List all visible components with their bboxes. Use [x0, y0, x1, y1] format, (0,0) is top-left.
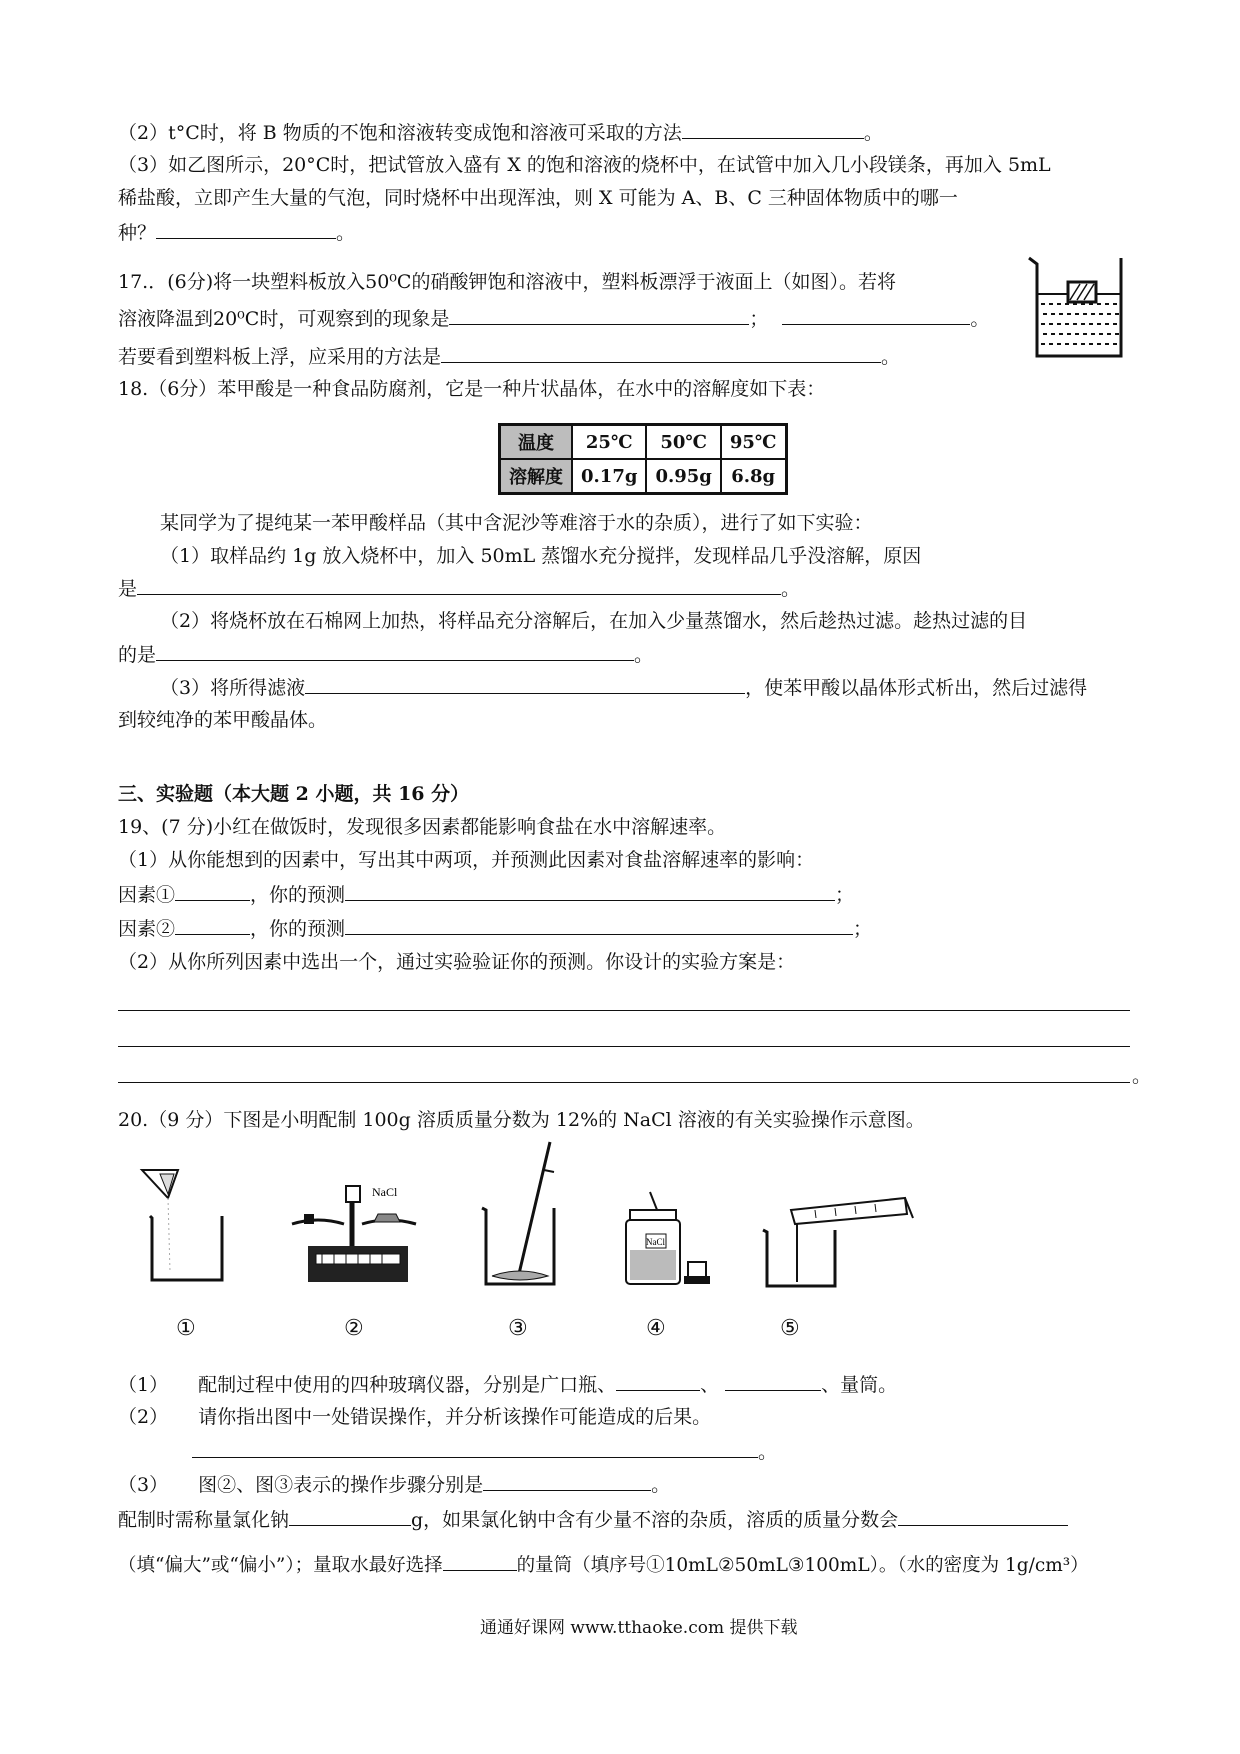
- q18-line1: 18.（6分）苯甲酸是一种食品防腐剂，它是一种片状晶体，在水中的溶解度如下表：: [118, 378, 826, 400]
- q18-part2: （2）将烧杯放在石棉网上加热，将样品充分溶解后，在加入少量蒸馏水，然后趁热过滤。趁热过滤的目: [160, 610, 1028, 632]
- q18-part2-line2: 的是 。: [118, 640, 653, 669]
- q16-part2-line: （2）t°C时，将 B 物质的不饱和溶液转变成饱和溶液可采取的方法 。: [118, 118, 883, 147]
- q20-part3: （3） 图②、图③表示的操作步骤分别是 。: [118, 1470, 670, 1499]
- figure-label-3: ③: [508, 1316, 528, 1341]
- q18-intro: 某同学为了提纯某一苯甲酸样品（其中含泥沙等难溶于水的杂质），进行了如下实验：: [160, 512, 873, 534]
- answer-blank[interactable]: [192, 1437, 758, 1458]
- q18-part1: （1）取样品约 1g 放入烧杯中，加入 50mL 蒸馏水充分搅拌，发现样品几乎没溶解，原因: [160, 545, 922, 567]
- answer-line[interactable]: [118, 1046, 1130, 1047]
- q16-part3-line3: 种？ 。: [118, 218, 355, 247]
- table-row: [500, 459, 787, 494]
- q20-part4: 配制时需称量氯化钠 g，如果氯化钠中含有少量不溶的杂质，溶质的质量分数会: [118, 1505, 1068, 1534]
- q17-line1: 17.．(6分)将一块塑料板放入50⁰C的硝酸钾饱和溶液中，塑料板漂浮于液面上（如图）。若将: [118, 271, 896, 293]
- q20-part2: （2） 请你指出图中一处错误操作，并分析该操作可能造成的后果。: [118, 1406, 712, 1428]
- q20-part1: （1） 配制过程中使用的四种玻璃仪器，分别是广口瓶、 、 、量筒。: [118, 1370, 897, 1399]
- answer-blank[interactable]: [483, 1470, 651, 1491]
- nacl-jar-label: NaCl: [646, 1237, 665, 1247]
- answer-blank[interactable]: [682, 118, 864, 139]
- table-cell: 0.17g: [572, 459, 646, 494]
- answer-blank[interactable]: [616, 1370, 700, 1391]
- answer-blank[interactable]: [289, 1505, 411, 1526]
- answer-blank[interactable]: [725, 1370, 821, 1391]
- figure-label-4: ④: [646, 1316, 666, 1341]
- beaker-pouring-salt-icon: [138, 1168, 238, 1288]
- q18-part3-line2: 到较纯净的苯甲酸晶体。: [118, 709, 328, 731]
- figure-label-1: ①: [176, 1316, 196, 1341]
- answer-blank[interactable]: [137, 574, 781, 595]
- q17-line2: 溶液降温到20⁰C时，可观察到的现象是 ； 。: [118, 304, 989, 333]
- q19-line1: 19、(7 分)小红在做饭时，发现很多因素都能影响食盐在水中溶解速率。: [118, 816, 727, 838]
- answer-blank[interactable]: [156, 640, 634, 661]
- answer-blank[interactable]: [156, 218, 336, 239]
- beaker-stirring-icon: [472, 1140, 572, 1290]
- q19-factor1: 因素① ，你的预测 ；: [118, 880, 854, 909]
- table-cell: 50℃: [646, 425, 720, 460]
- table-cell: 温度: [500, 425, 573, 460]
- reagent-jar-icon: [620, 1188, 710, 1288]
- beaker-floating-board-figure: [1025, 252, 1130, 364]
- q19-part2: （2）从你所列因素中选出一个，通过实验验证你的预测。你设计的实验方案是：: [118, 951, 796, 973]
- q19-factor2: 因素② ，你的预测 ；: [118, 914, 872, 943]
- q20-part2-answer: 。: [192, 1437, 777, 1466]
- q16-part3-line2: 稀盐酸，立即产生大量的气泡，同时烧杯中出现浑浊，则 X 可能为 A、B、C 三种固体物质中的哪一: [118, 187, 958, 209]
- section-heading: 三、实验题（本大题 2 小题，共 16 分）: [118, 783, 470, 805]
- period: 。: [1132, 1065, 1152, 1087]
- q17-line3: 若要看到塑料板上浮，应采用的方法是 。: [118, 342, 900, 371]
- table-cell: 溶解度: [500, 459, 573, 494]
- page-footer: 通通好课网 www.tthaoke.com 提供下载: [480, 1618, 798, 1638]
- answer-blank[interactable]: [305, 673, 745, 694]
- answer-blank[interactable]: [345, 880, 835, 901]
- answer-blank[interactable]: [175, 880, 250, 901]
- answer-blank[interactable]: [441, 342, 881, 363]
- cylinder-pouring-icon: [755, 1190, 915, 1290]
- nacl-label: NaCl: [372, 1185, 398, 1199]
- table-cell: 0.95g: [646, 459, 720, 494]
- figure-label-5: ⑤: [780, 1316, 800, 1341]
- answer-blank[interactable]: [175, 914, 250, 935]
- balance-scale-icon: [288, 1176, 428, 1288]
- answer-line[interactable]: [118, 1082, 1130, 1083]
- answer-blank[interactable]: [898, 1505, 1068, 1526]
- answer-blank[interactable]: [782, 304, 970, 325]
- q19-part1: （1）从你能想到的因素中，写出其中两项，并预测此因素对食盐溶解速率的影响：: [118, 849, 815, 871]
- q18-part1-line2: 是 。: [118, 574, 800, 603]
- answer-blank[interactable]: [449, 304, 749, 325]
- table-cell: 25℃: [572, 425, 646, 460]
- answer-blank[interactable]: [443, 1550, 517, 1571]
- figure-label-2: ②: [344, 1316, 364, 1341]
- q18-part3: （3）将所得滤液 ，使苯甲酸以晶体形式析出，然后过滤得: [160, 673, 1087, 702]
- table-cell: 95℃: [721, 425, 786, 460]
- answer-blank[interactable]: [345, 914, 853, 935]
- answer-line[interactable]: [118, 1010, 1130, 1011]
- table-cell: 6.8g: [721, 459, 786, 494]
- q16-part3-line1: （3）如乙图所示，20°C时，把试管放入盛有 X 的饱和溶液的烧杯中，在试管中加入几小段镁条，再加入 5mL: [118, 154, 1051, 176]
- table-row: [500, 425, 787, 460]
- solubility-table: [498, 423, 788, 495]
- q20-line1: 20.（9 分）下图是小明配制 100g 溶质质量分数为 12%的 NaCl 溶液的有关实验操作示意图。: [118, 1109, 925, 1131]
- q20-part5: （填“偏大”或“偏小”）；量取水最好选择 的量筒（填序号①10mL②50mL③100mL）。（水的密度为 1g/cm³）: [118, 1550, 1089, 1580]
